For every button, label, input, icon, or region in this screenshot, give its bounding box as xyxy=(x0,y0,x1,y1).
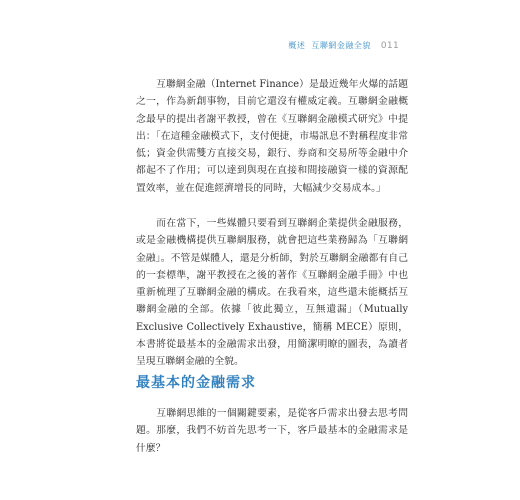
chapter-label: 概述 xyxy=(288,41,306,50)
paragraph-text: 而在當下，一些媒體只要看到互聯網企業提供金融服務，或是金融機構提供互聯網服務，就會把這些業務歸為「互聯網金融」。不管是媒體人，還是分析師，對於互聯網金融都有自己的一套標準，謝平教授在之後的著作《互聯網金融手冊》中也重新梳理了互聯網金融的構成。在我看來，這些還未能概括互聯網金融的全部。依據「彼此獨立，互無遺漏」（Mutually Exclusive Collectively Exhaustive，簡稱 MECE）原則，本書將從最基本的金融需求出發，用簡潔明瞭的圖表，為讀者呈現互聯網金融的全貌。 xyxy=(136,218,408,368)
section-heading: 最基本的金融需求 xyxy=(136,375,256,391)
paragraph-text: 互聯網金融（Internet Finance）是最近幾年火爆的話題之一，作為新創事物，目前它還沒有權威定義。互聯網金融概念最早的提出者謝平教授，曾在《互聯網金融模式研究》中提出：「在這種金融模式下，支付便捷，市場訊息不對稱程度非常低；資金供需雙方直接交易，銀行、券商和交易所等金融中介都起不了作用；可以達到與現在直接和間接融資一樣的資源配置效率，並在促進經濟增長的同時，大幅減少交易成本。」 xyxy=(136,79,408,194)
section-label: 互聯網金融全貌 xyxy=(311,41,371,50)
section-paragraph xyxy=(136,405,408,457)
paragraph-text: 互聯網思維的一個關鍵要素，是從客戶需求出發去思考問題。那麼，我們不妨首先思考一下，客戶最基本的金融需求是什麼？ xyxy=(136,408,408,454)
running-header xyxy=(288,40,399,51)
body-paragraph-2 xyxy=(136,215,408,371)
body-paragraph-1 xyxy=(136,76,408,197)
page-number: 011 xyxy=(380,41,399,51)
